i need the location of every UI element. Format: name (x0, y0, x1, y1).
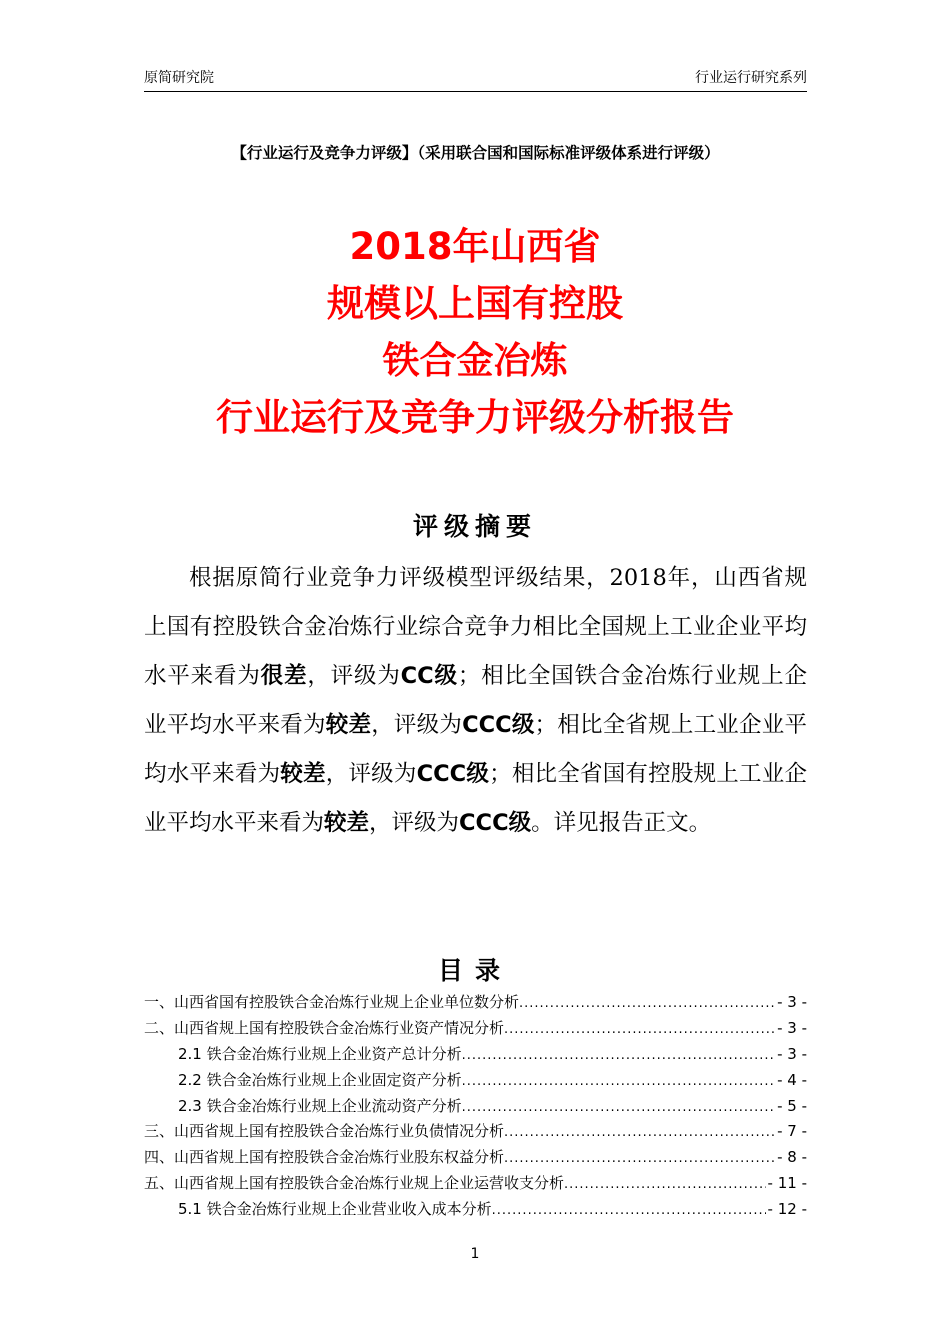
summary-text: 。详见报告正文。 (531, 810, 712, 836)
toc-entry[interactable] (144, 1172, 807, 1198)
toc-entry[interactable] (144, 1095, 807, 1121)
summary-emphasis: CCC级 (416, 761, 490, 787)
summary-text: ；相比全国铁合金冶炼行业规上企业平均水平来看为 (144, 663, 807, 738)
toc-entry-page: - 12 - (767, 1200, 807, 1219)
toc-entry[interactable] (144, 1198, 807, 1224)
summary-emphasis: 很差 (260, 663, 308, 689)
summary-emphasis: CCC级 (459, 810, 532, 836)
toc-entry-label: 2.2 铁合金冶炼行业规上企业固定资产分析 (178, 1070, 462, 1089)
toc-entry[interactable] (144, 1120, 807, 1146)
summary-emphasis: 较差 (324, 810, 370, 836)
rating-tagline: 【行业运行及竞争力评级】（采用联合国和国际标准评级体系进行评级） (231, 144, 720, 162)
summary-text: ，评级为 (371, 712, 463, 738)
toc-entry-page: - 11 - (767, 1174, 807, 1193)
toc-leader-dots (519, 996, 775, 1011)
summary-paragraph (144, 554, 807, 848)
toc-leader-dots (492, 1203, 766, 1218)
summary-text: ，评级为 (325, 761, 417, 787)
toc-leader-dots (564, 1177, 766, 1192)
toc-entry-label: 二、山西省规上国有控股铁合金冶炼行业资产情况分析 (144, 1018, 505, 1037)
toc-heading: 目录 (437, 956, 512, 985)
toc-entry[interactable] (144, 991, 807, 1017)
toc-leader-dots (462, 1048, 775, 1063)
toc-entry-label: 2.3 铁合金冶炼行业规上企业流动资产分析 (178, 1096, 462, 1115)
summary-text: 根据原简行业竞争力评级模型评级结果，2018年，山西省规上国有控股铁合金冶炼行业综合竞争力相比全国规上工业企业平均水平来看为 (144, 565, 807, 689)
summary-emphasis: CCC级 (462, 712, 535, 738)
toc-leader-dots (504, 1125, 775, 1140)
toc-entry-label: 一、山西省国有控股铁合金冶炼行业规上企业单位数分析 (144, 993, 520, 1011)
toc-entry-label: 五、山西省规上国有控股铁合金冶炼行业规上企业运营收支分析 (144, 1174, 565, 1193)
toc-leader-dots (462, 1074, 775, 1089)
title-line: 铁合金冶炼 (382, 339, 568, 382)
toc-entry-label: 三、山西省规上国有控股铁合金冶炼行业负债情况分析 (144, 1122, 505, 1141)
table-of-contents (144, 991, 807, 1224)
toc-entry-page: - 8 - (777, 1148, 807, 1167)
toc-entry[interactable] (144, 1043, 807, 1069)
toc-entry[interactable] (144, 1146, 807, 1172)
summary-emphasis: 较差 (280, 761, 326, 787)
toc-entry-page: - 7 - (777, 1122, 807, 1141)
summary-emphasis: 较差 (325, 712, 372, 738)
toc-leader-dots (504, 1151, 775, 1166)
toc-entry-page: - 5 - (777, 1096, 807, 1115)
report-title (100, 218, 850, 446)
title-line: 行业运行及竞争力评级分析报告 (216, 396, 734, 439)
header-series: 行业运行研究系列 (695, 70, 807, 86)
page-number: 1 (470, 1246, 480, 1262)
toc-leader-dots (462, 1100, 775, 1115)
header-publisher: 原简研究院 (144, 70, 214, 86)
toc-leader-dots (504, 1022, 775, 1037)
title-line: 规模以上国有控股 (327, 282, 623, 325)
toc-entry-label: 5.1 铁合金冶炼行业规上企业营业收入成本分析 (178, 1200, 492, 1219)
summary-text: ，评级为 (369, 810, 460, 836)
summary-text: ；相比全省规上工业企业平均水平来看为 (144, 712, 807, 787)
toc-entry-page: - 4 - (777, 1070, 807, 1089)
toc-entry-label: 四、山西省规上国有控股铁合金冶炼行业股东权益分析 (144, 1148, 505, 1167)
toc-entry[interactable] (144, 1017, 807, 1043)
toc-entry[interactable] (144, 1069, 807, 1095)
summary-emphasis: CC级 (400, 663, 458, 689)
toc-entry-label: 2.1 铁合金冶炼行业规上企业资产总计分析 (178, 1044, 462, 1063)
summary-text: ；相比全省国有控股规上工业企业平均水平来看为 (144, 761, 807, 836)
toc-entry-page: - 3 - (777, 1018, 807, 1037)
toc-entry-page: - 3 - (777, 993, 807, 1011)
summary-heading: 评级摘要 (412, 512, 537, 541)
toc-entry-page: - 3 - (777, 1044, 807, 1063)
header-divider (144, 91, 807, 92)
summary-text: ，评级为 (307, 663, 401, 689)
title-line: 2018年山西省 (349, 225, 601, 268)
